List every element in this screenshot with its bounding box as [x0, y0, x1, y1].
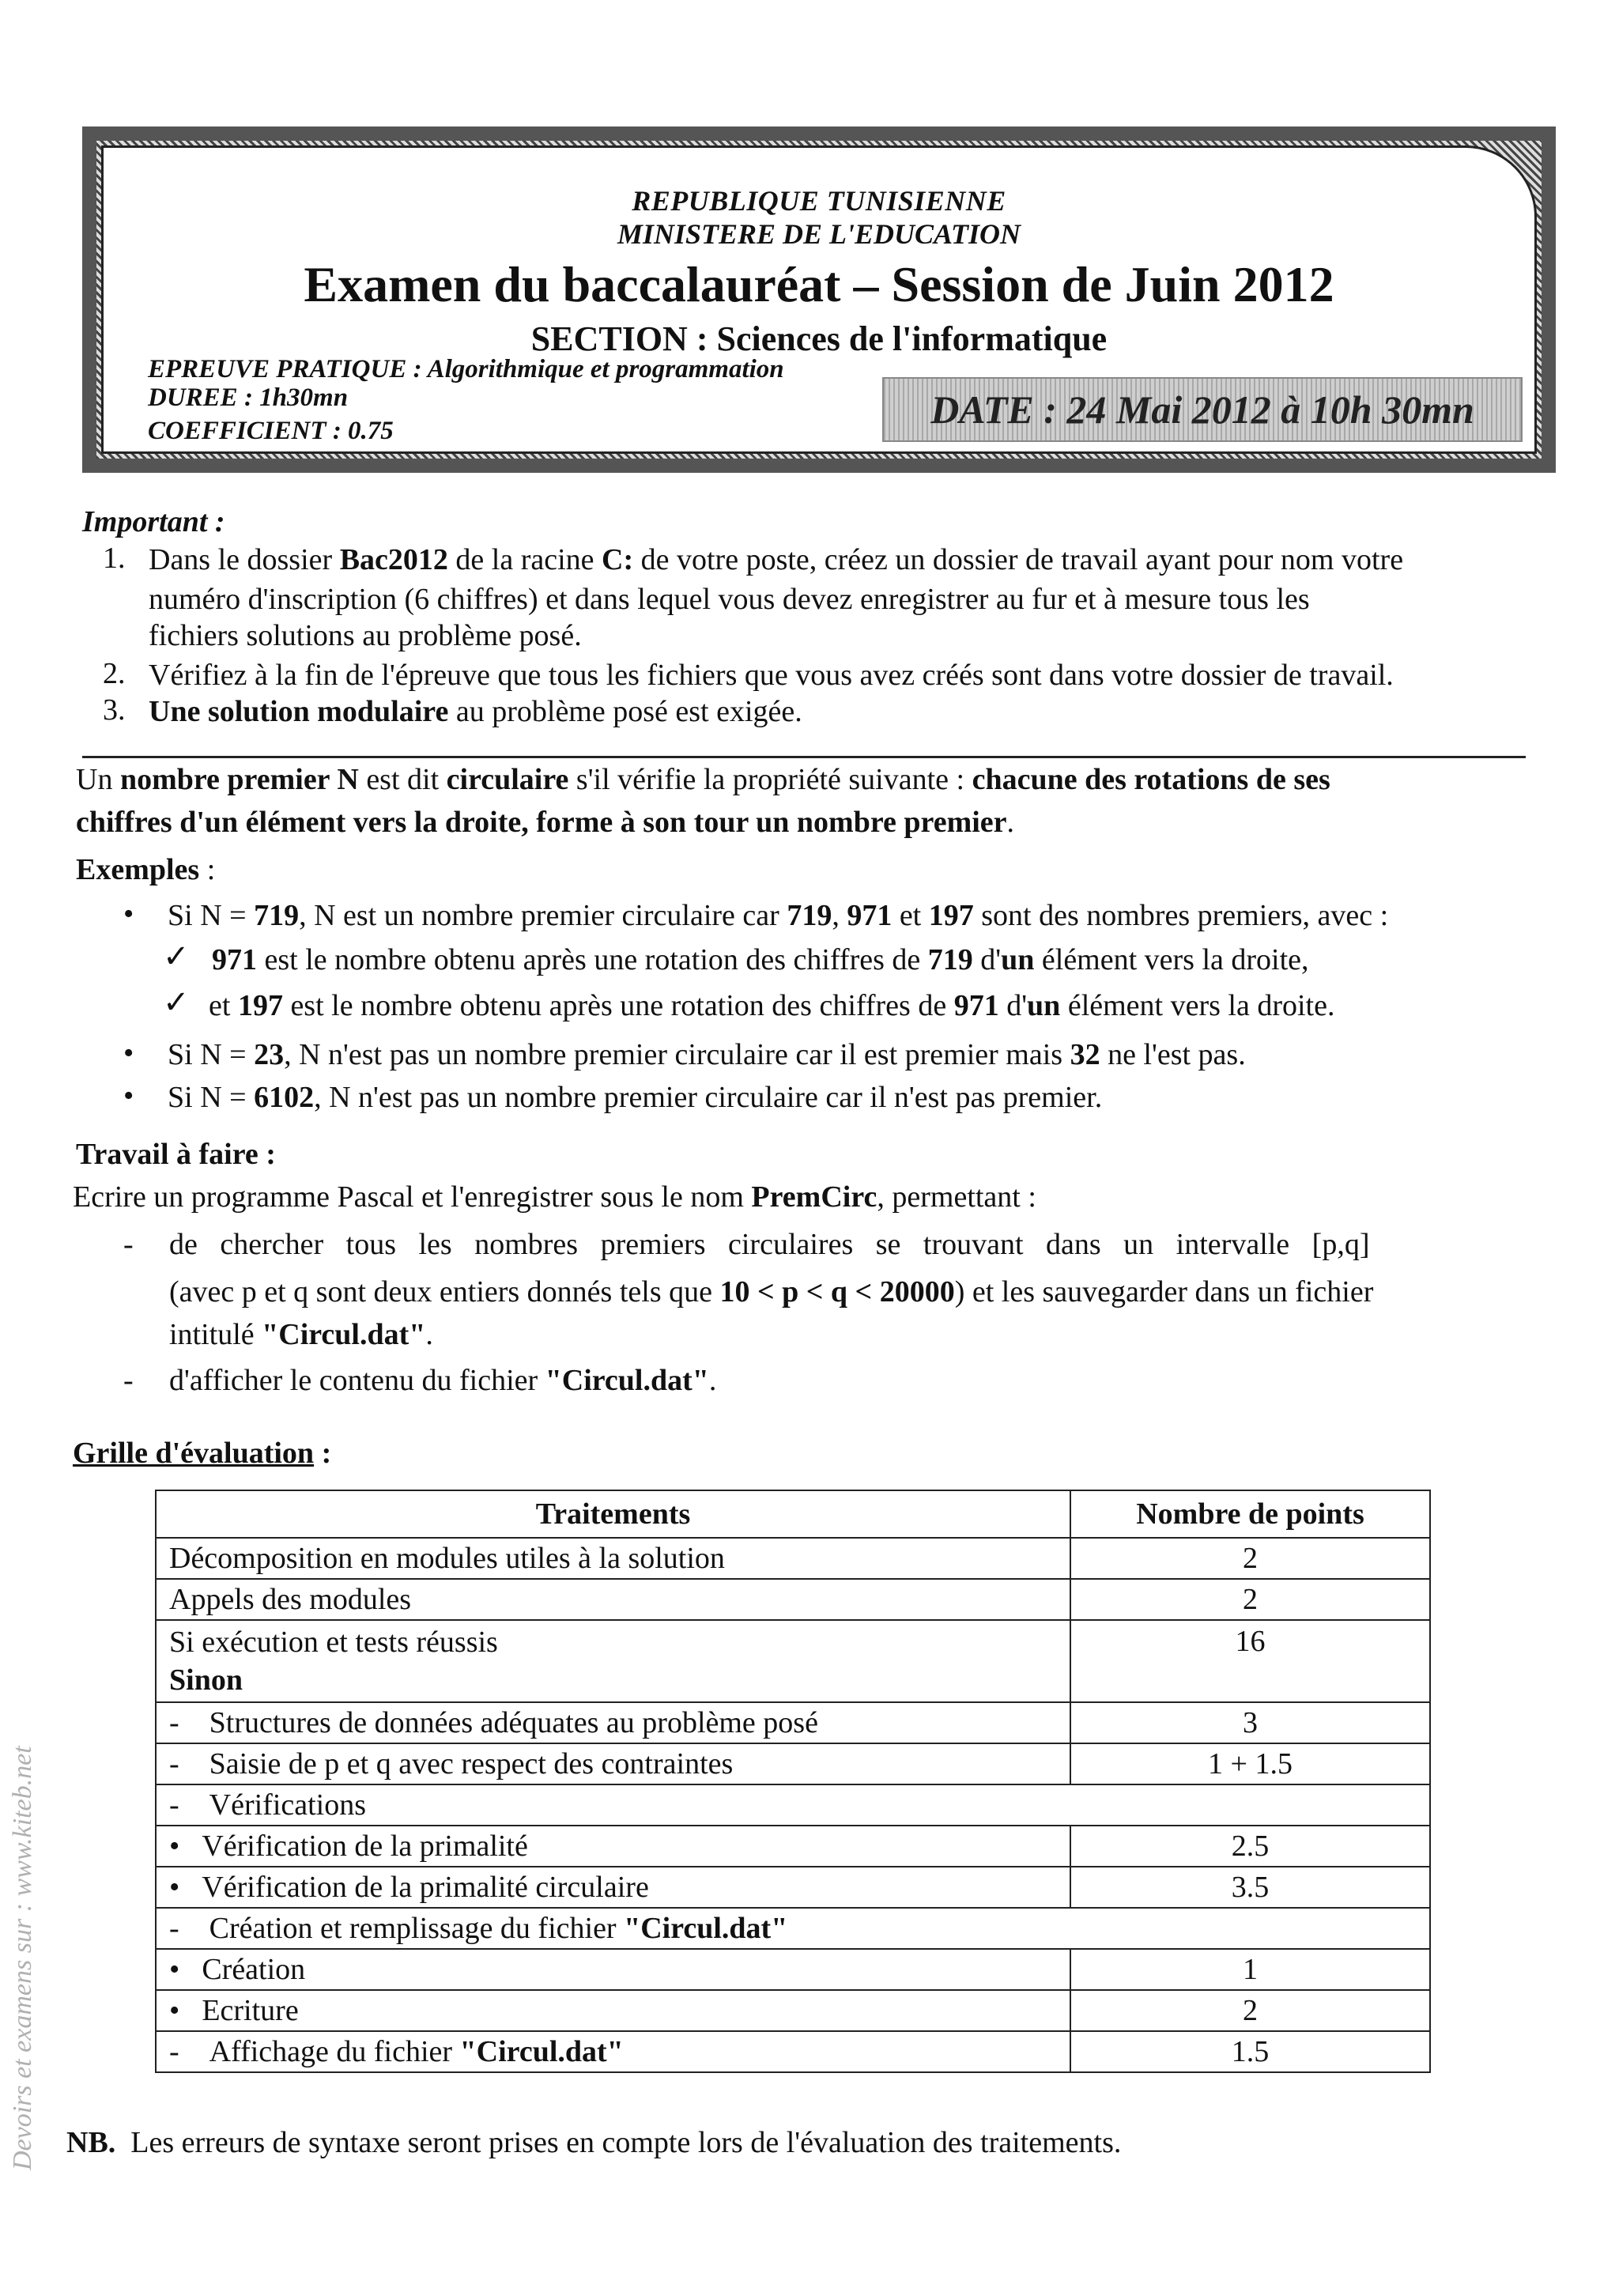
separator-rule	[82, 756, 1526, 758]
row-label: • Ecriture	[156, 1990, 1070, 2031]
exemple-1-rotation-1: 971 est le nombre obtenu après une rotation des chiffres de 719 d'un élément vers la droite,	[212, 943, 1309, 976]
important-item-2-num: 2.	[103, 657, 126, 690]
exemple-2: Si N = 23, N n'est pas un nombre premier circulaire car il est premier mais 32 ne l'est pas.	[168, 1038, 1246, 1071]
table-row	[156, 1743, 1430, 1784]
row-label: • Création	[156, 1949, 1070, 1990]
ministere-line: MINISTERE DE L'EDUCATION	[617, 218, 1021, 250]
row-label: • Vérification de la primalité circulaire	[156, 1867, 1070, 1908]
coefficient-line: COEFFICIENT : 0.75	[148, 417, 394, 445]
row-points: 2	[1070, 1990, 1430, 2031]
table-row	[156, 1620, 1430, 1702]
travail-item-2: d'afficher le contenu du fichier "Circul.dat".	[169, 1364, 717, 1397]
table-header-row	[156, 1490, 1430, 1538]
exemple-1: Si N = 719, N est un nombre premier circulaire car 719, 971 et 197 sont des nombres premiers, avec :	[168, 899, 1389, 932]
table-row	[156, 2031, 1430, 2072]
dash-marker: -	[123, 1364, 134, 1397]
checkmark-icon: ✓	[163, 938, 190, 974]
bullet-icon: •	[123, 1079, 134, 1112]
watermark: Devoirs et examens sur : www.kiteb.net	[8, 1746, 37, 2170]
travail-item-1-line-3: intitulé "Circul.dat".	[169, 1318, 433, 1351]
row-label: - Création et remplissage du fichier "Circul.dat"	[156, 1908, 1430, 1949]
grille-heading: Grille d'évaluation :	[73, 1437, 332, 1470]
row-label: - Vérifications	[156, 1784, 1430, 1826]
exam-header-inner	[101, 145, 1537, 454]
row-label: Décomposition en modules utiles à la solution	[156, 1538, 1070, 1579]
date-box: DATE : 24 Mai 2012 à 10h 30mn	[882, 377, 1523, 442]
travail-heading: Travail à faire :	[76, 1138, 276, 1171]
row-points: 2.5	[1070, 1826, 1430, 1867]
table-row	[156, 1867, 1430, 1908]
row-points: 2	[1070, 1538, 1430, 1579]
table-row	[156, 1990, 1430, 2031]
republique-line: REPUBLIQUE TUNISIENNE	[632, 185, 1006, 217]
exam-title: Examen du baccalauréat – Session de Juin 2012	[304, 256, 1334, 312]
table-row	[156, 1784, 1430, 1826]
row-points: 2	[1070, 1579, 1430, 1620]
column-header-traitements: Traitements	[156, 1490, 1070, 1538]
important-item-1-num: 1.	[103, 542, 126, 575]
table-row	[156, 1538, 1430, 1579]
row-label: - Structures de données adéquates au problème posé	[156, 1702, 1070, 1743]
row-label: Si exécution et tests réussis Sinon	[156, 1620, 1070, 1702]
row-points: 3.5	[1070, 1867, 1430, 1908]
definition-line-2: chiffres d'un élément vers la droite, forme à son tour un nombre premier.	[76, 806, 1015, 839]
travail-intro: Ecrire un programme Pascal et l'enregistrer sous le nom PremCirc, permettant :	[73, 1180, 1036, 1214]
row-label: • Vérification de la primalité	[156, 1826, 1070, 1867]
important-item-3-text: Une solution modulaire au problème posé est exigée.	[149, 695, 802, 728]
exemples-heading: Exemples :	[76, 853, 216, 886]
checkmark-icon: ✓	[163, 984, 190, 1020]
row-points: 16	[1070, 1620, 1430, 1702]
exemple-1-rotation-2: et 197 est le nombre obtenu après une rotation des chiffres de 971 d'un élément vers la droite.	[209, 989, 1335, 1022]
table-row	[156, 1702, 1430, 1743]
travail-item-1-line-1: de chercher tous les nombres premiers circulaires se trouvant dans un intervalle [p,q]	[169, 1228, 1370, 1261]
evaluation-table	[155, 1490, 1431, 2073]
important-item-1-line-3: fichiers solutions au problème posé.	[149, 619, 582, 652]
definition-line-1: Un nombre premier N est dit circulaire s'il vérifie la propriété suivante : chacune des rotations de ses	[76, 763, 1330, 796]
duree-line: DUREE : 1h30mn	[148, 383, 349, 412]
bullet-icon: •	[123, 897, 134, 931]
bullet-icon: •	[123, 1037, 134, 1070]
important-heading: Important :	[82, 505, 225, 538]
important-item-1-line-1: Dans le dossier Bac2012 de la racine C: de votre poste, créez un dossier de travail ayant pour nom votre	[149, 543, 1404, 576]
exemple-3: Si N = 6102, N n'est pas un nombre premier circulaire car il n'est pas premier.	[168, 1081, 1103, 1114]
row-points: 1.5	[1070, 2031, 1430, 2072]
table-row	[156, 1826, 1430, 1867]
epreuve-line: EPREUVE PRATIQUE : Algorithmique et programmation	[148, 355, 784, 383]
important-item-1-line-2: numéro d'inscription (6 chiffres) et dans lequel vous devez enregistrer au fur et à mesure tous les	[149, 583, 1310, 616]
row-label: - Saisie de p et q avec respect des contraintes	[156, 1743, 1070, 1784]
row-label: - Affichage du fichier "Circul.dat"	[156, 2031, 1070, 2072]
row-points: 1 + 1.5	[1070, 1743, 1430, 1784]
table-row	[156, 1908, 1430, 1949]
column-header-points: Nombre de points	[1070, 1490, 1430, 1538]
row-points: 3	[1070, 1702, 1430, 1743]
travail-item-1-line-2: (avec p et q sont deux entiers donnés tels que 10 < p < q < 20000) et les sauvegarder dans un fichier	[169, 1275, 1374, 1308]
exam-header	[82, 127, 1556, 473]
dash-marker: -	[123, 1228, 134, 1261]
section-line: SECTION : Sciences de l'informatique	[530, 319, 1108, 358]
important-item-2-text: Vérifiez à la fin de l'épreuve que tous les fichiers que vous avez créés sont dans votre dossier de travail.	[149, 659, 1394, 692]
nb-note: NB. Les erreurs de syntaxe seront prises en compte lors de l'évaluation des traitements.	[66, 2126, 1122, 2159]
row-label: Appels des modules	[156, 1579, 1070, 1620]
table-row	[156, 1949, 1430, 1990]
row-points: 1	[1070, 1949, 1430, 1990]
important-item-3-num: 3.	[103, 693, 126, 727]
table-row	[156, 1579, 1430, 1620]
